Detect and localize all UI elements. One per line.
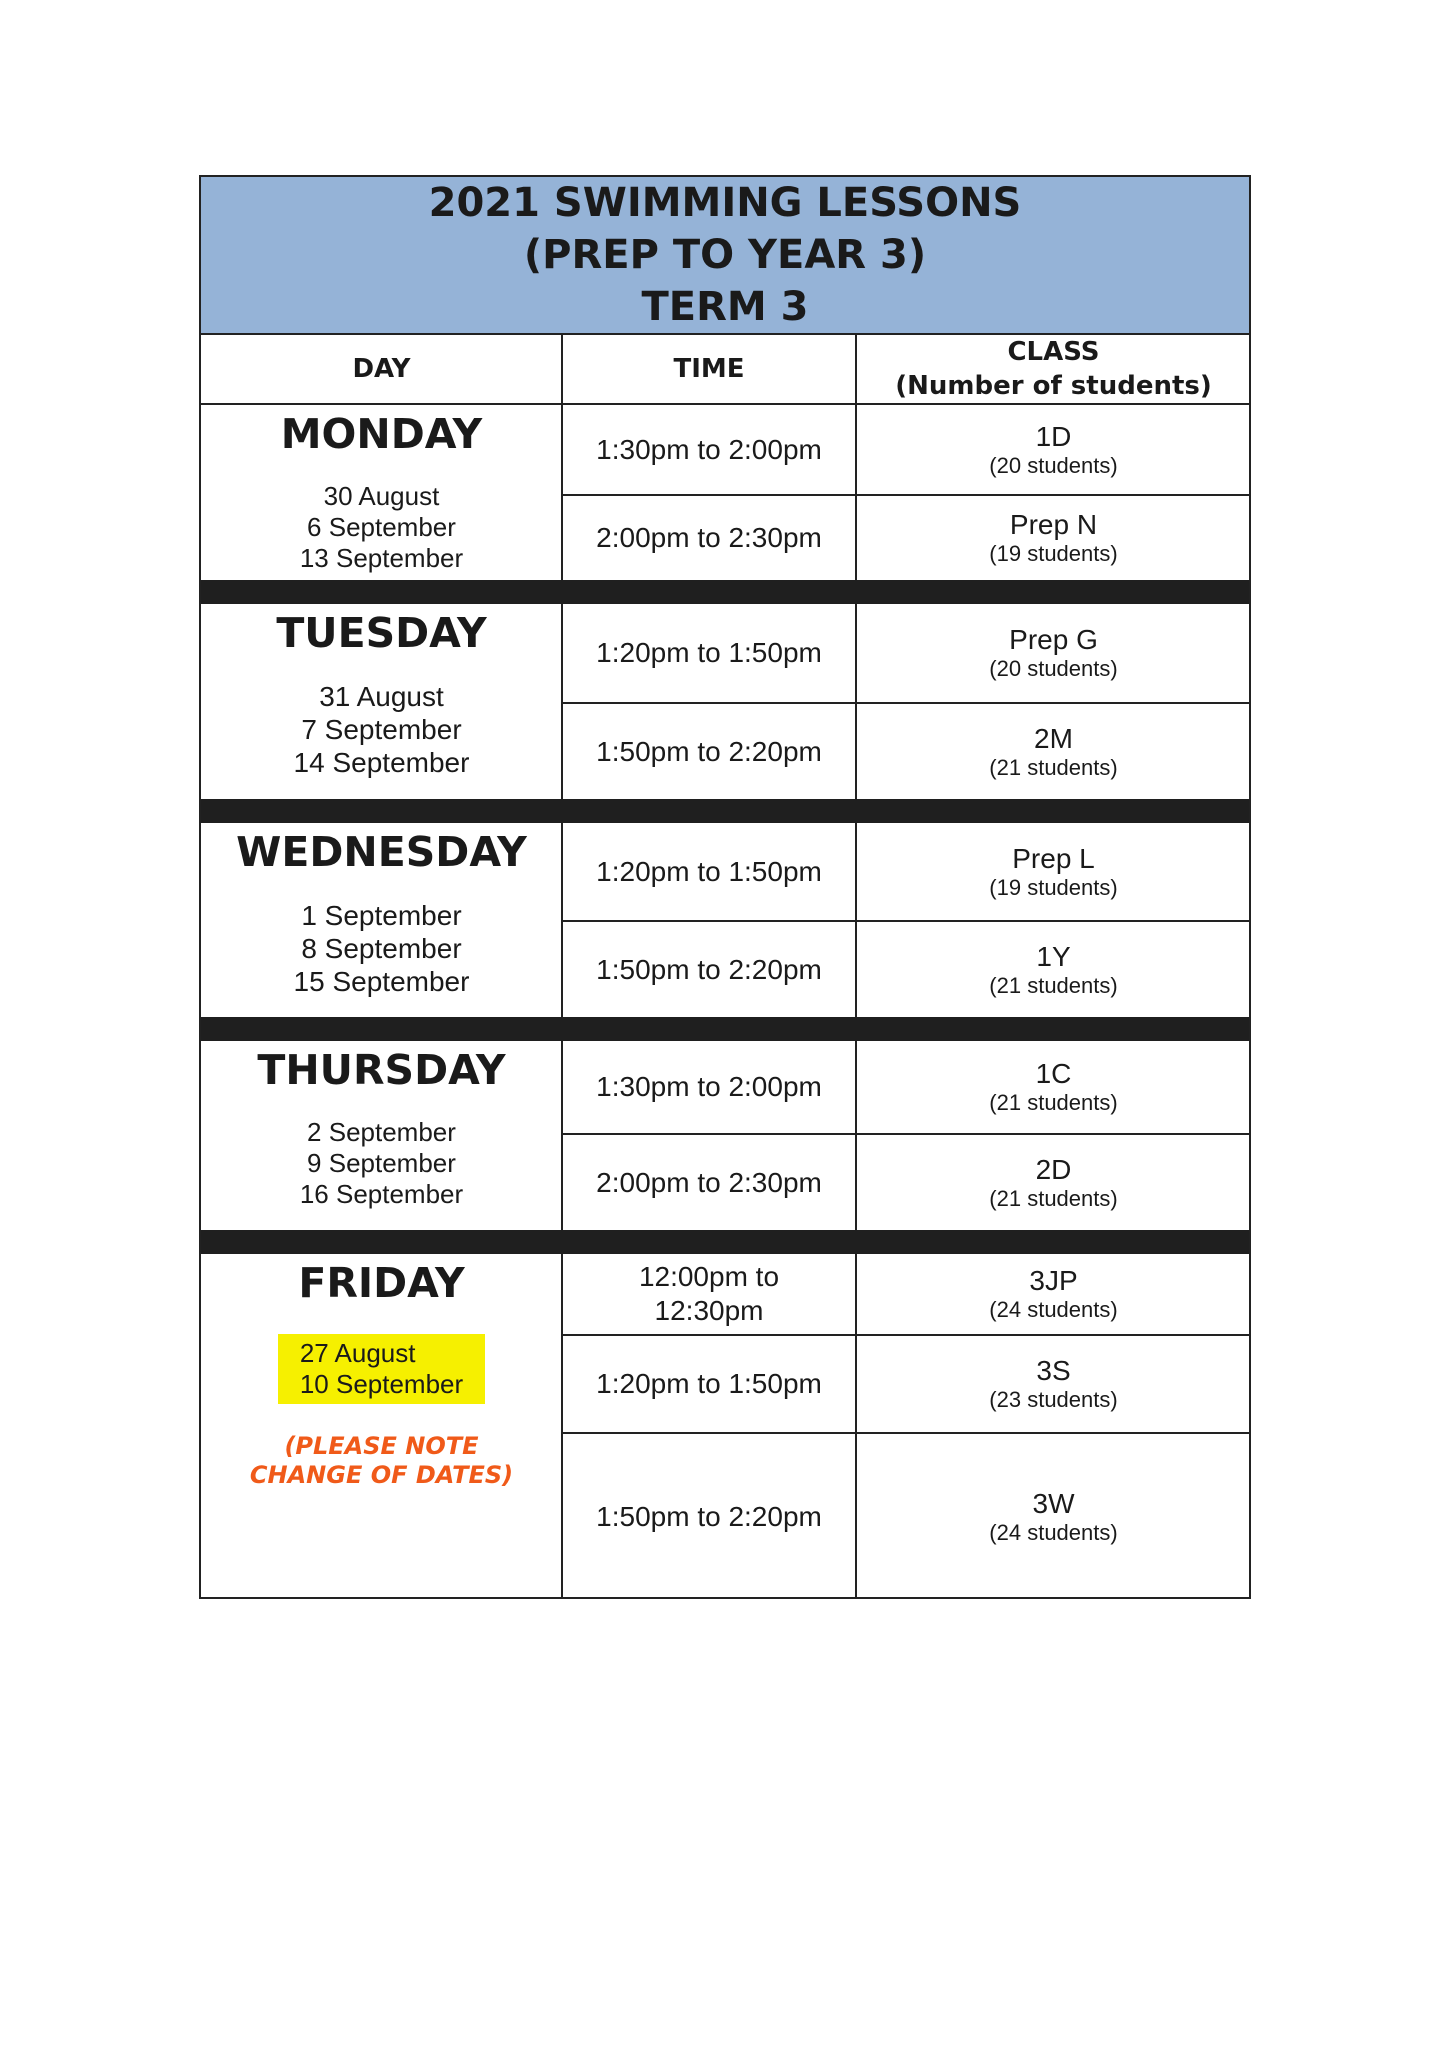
note-line: (PLEASE NOTE [284,1432,479,1460]
session-class [856,1336,1251,1432]
student-count: (23 students) [989,1387,1118,1412]
date: 6 September [307,512,456,542]
class-name: 1D [1035,420,1072,452]
header-class-sub: (Number of students) [895,371,1212,401]
student-count: (21 students) [989,754,1118,780]
day-cell-tuesday [201,604,562,799]
session-time: 1:20pm to 1:50pm [596,855,822,887]
class-name: Prep L [1012,842,1095,874]
date: 9 September [307,1148,456,1178]
session-time: 1:30pm to 2:00pm [596,433,822,465]
table-title [201,177,1249,335]
day-separator [201,1230,1249,1254]
class-name: 3S [1036,1355,1071,1386]
session-class [856,922,1251,1017]
session-class [856,823,1251,920]
student-count: (20 students) [989,656,1118,681]
header-class [856,335,1251,403]
day-dates [294,899,470,998]
date: 14 September [293,747,470,778]
day-cell-thursday [201,1041,562,1230]
date-change-note [250,1432,513,1490]
session-class [856,1434,1251,1599]
session-class [856,1254,1251,1334]
date: 7 September [301,714,462,745]
class-name: 2D [1035,1153,1072,1185]
date: 10 September [299,1369,464,1399]
student-count: (20 students) [989,452,1118,478]
student-count: (19 students) [989,874,1118,900]
student-count: (19 students) [989,541,1118,566]
class-name: 1Y [1036,940,1071,972]
student-count: (24 students) [989,1297,1118,1322]
day-dates [300,1117,463,1210]
title-line-1: 2021 SWIMMING LESSONS [428,180,1022,226]
time-line: 12:30pm [654,1295,764,1326]
date: 13 September [299,543,464,573]
day-name: WEDNESDAY [236,828,527,876]
session-class [856,1041,1251,1133]
schedule-table [199,175,1251,1599]
day-cell-wednesday [201,823,562,1017]
title-line-2: (PREP TO YEAR 3) [523,232,927,278]
class-name: Prep G [1009,624,1098,655]
day-name: MONDAY [280,410,483,458]
student-count: (21 students) [989,972,1118,998]
day-dates [300,481,463,574]
date: 2 September [307,1117,456,1147]
student-count: (24 students) [989,1519,1118,1545]
day-name: FRIDAY [298,1259,465,1307]
day-name: TUESDAY [276,609,487,657]
class-name: 3W [1032,1487,1075,1519]
date: 31 August [319,681,444,712]
day-cell-friday [201,1254,562,1599]
time-line: 12:00pm to [638,1261,780,1292]
date: 15 September [293,966,470,997]
class-name: Prep N [1009,509,1098,540]
session-time: 1:20pm to 1:50pm [596,637,822,668]
session-time: 1:50pm to 2:20pm [596,953,822,985]
header-row [201,335,1249,405]
title-line-3: TERM 3 [641,284,809,330]
session-class [856,1135,1251,1230]
day-cell-monday [201,405,562,580]
day-separator [201,580,1249,604]
class-name: 1C [1035,1058,1072,1089]
header-class-label: CLASS [1007,337,1100,367]
session-time: 2:00pm to 2:30pm [596,1166,822,1198]
student-count: (21 students) [989,1185,1118,1211]
date: 27 August [299,1338,416,1368]
date: 8 September [301,933,462,964]
date: 30 August [323,481,440,511]
student-count: (21 students) [989,1090,1118,1115]
day-separator [201,1017,1249,1041]
session-class [856,604,1251,702]
highlighted-dates [278,1334,485,1404]
session-time: 2:00pm to 2:30pm [596,522,822,553]
session-class [856,405,1251,494]
day-separator [201,799,1249,823]
class-name: 3JP [1029,1265,1078,1296]
date: 16 September [299,1179,464,1209]
class-name: 2M [1034,722,1073,754]
session-time [562,1254,856,1334]
note-line: CHANGE OF DATES) [249,1461,514,1489]
session-time: 1:50pm to 2:20pm [596,1500,822,1532]
header-day: DAY [352,354,411,384]
session-time: 1:50pm to 2:20pm [596,735,822,767]
session-class [856,704,1251,799]
session-class [856,496,1251,580]
session-time: 1:20pm to 1:50pm [596,1368,822,1399]
day-name: THURSDAY [257,1046,506,1094]
date: 1 September [301,900,462,931]
day-dates [294,680,470,779]
header-time: TIME [673,354,745,384]
session-time: 1:30pm to 2:00pm [596,1071,822,1102]
